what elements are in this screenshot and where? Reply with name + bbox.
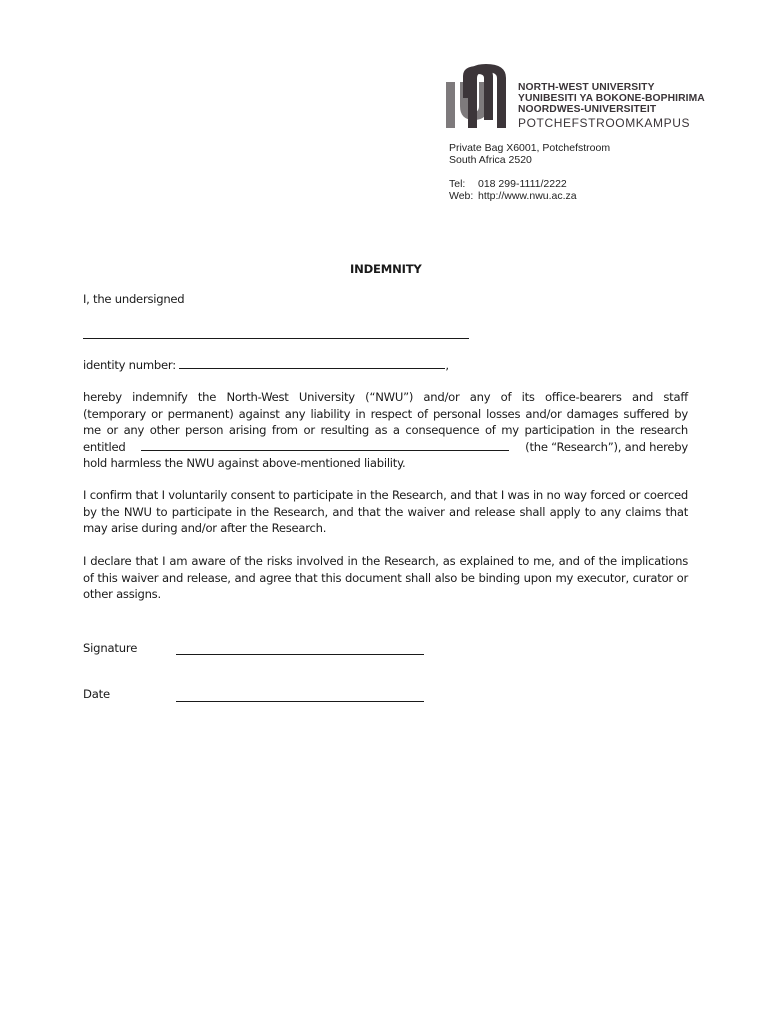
university-name-english: NORTH-WEST UNIVERSITY: [518, 82, 655, 93]
telephone-line: [449, 178, 610, 190]
nwu-logo-icon: [444, 64, 514, 128]
research-suffix: (the “Research”), and hereby: [525, 439, 688, 454]
university-name-block: [518, 82, 705, 131]
web-label: Web:: [449, 190, 474, 202]
campus-name: POTCHEFSTROOMKAMPUS: [518, 116, 691, 130]
signature-label: Signature: [83, 641, 138, 655]
web-value: http://www.nwu.ac.za: [478, 190, 577, 202]
identity-number-label: identity number:: [83, 358, 176, 372]
intro-text: I, the undersigned: [83, 292, 185, 306]
university-name-afrikaans: NOORDWES-UNIVERSITEIT: [518, 104, 657, 115]
indemnity-paragraph: [83, 389, 688, 472]
paragraph-line: me or any other person arising from or resulting as a consequence of my participation in the research: [83, 423, 688, 437]
date-field[interactable]: [176, 687, 424, 702]
address-line: South Africa 2520: [449, 154, 532, 166]
name-field[interactable]: [83, 327, 688, 342]
risk-paragraph: I declare that I am aware of the risks involved in the Research, as explained to me, and of the implications of this waiver and release, and agree that this document shall also be binding upon my executor, curator or other assigns.: [83, 554, 688, 601]
paragraph-line: hold harmless the NWU against above-mentioned liability.: [83, 456, 406, 470]
date-label: Date: [83, 687, 110, 701]
address-line: Private Bag X6001, Potchefstroom: [449, 142, 611, 154]
entitled-label: entitled: [83, 439, 126, 454]
address-block: [449, 142, 610, 202]
identity-number-suffix: ,: [445, 358, 449, 372]
identity-number-blank[interactable]: [179, 357, 445, 369]
paragraph-line: (temporary or permanent) against any liability in respect of personal losses and/or damages suffered by: [83, 406, 688, 421]
paragraph-line: hereby indemnify the North-West University (“NWU”) and/or any of its office-bearers and staff: [83, 390, 688, 404]
consent-paragraph: I confirm that I voluntarily consent to participate in the Research, and that I was in no way forced or coerced by the NWU to participate in the Research, and that the waiver and release shall apply to any claims that may arise during and/or after the Research.: [83, 488, 688, 535]
research-title-blank[interactable]: [141, 439, 509, 451]
tel-value: 018 299-1111/2222: [478, 178, 567, 190]
website-line: [449, 190, 610, 202]
university-name-setswana: YUNIBESITI YA BOKONE-BOPHIRIMA: [518, 93, 705, 104]
document-title: INDEMNITY: [350, 262, 422, 276]
research-title-row: [83, 439, 688, 456]
identity-number-row: [83, 357, 688, 372]
tel-label: Tel:: [449, 178, 466, 190]
name-blank-line[interactable]: [83, 327, 469, 339]
signature-field[interactable]: [176, 641, 424, 655]
